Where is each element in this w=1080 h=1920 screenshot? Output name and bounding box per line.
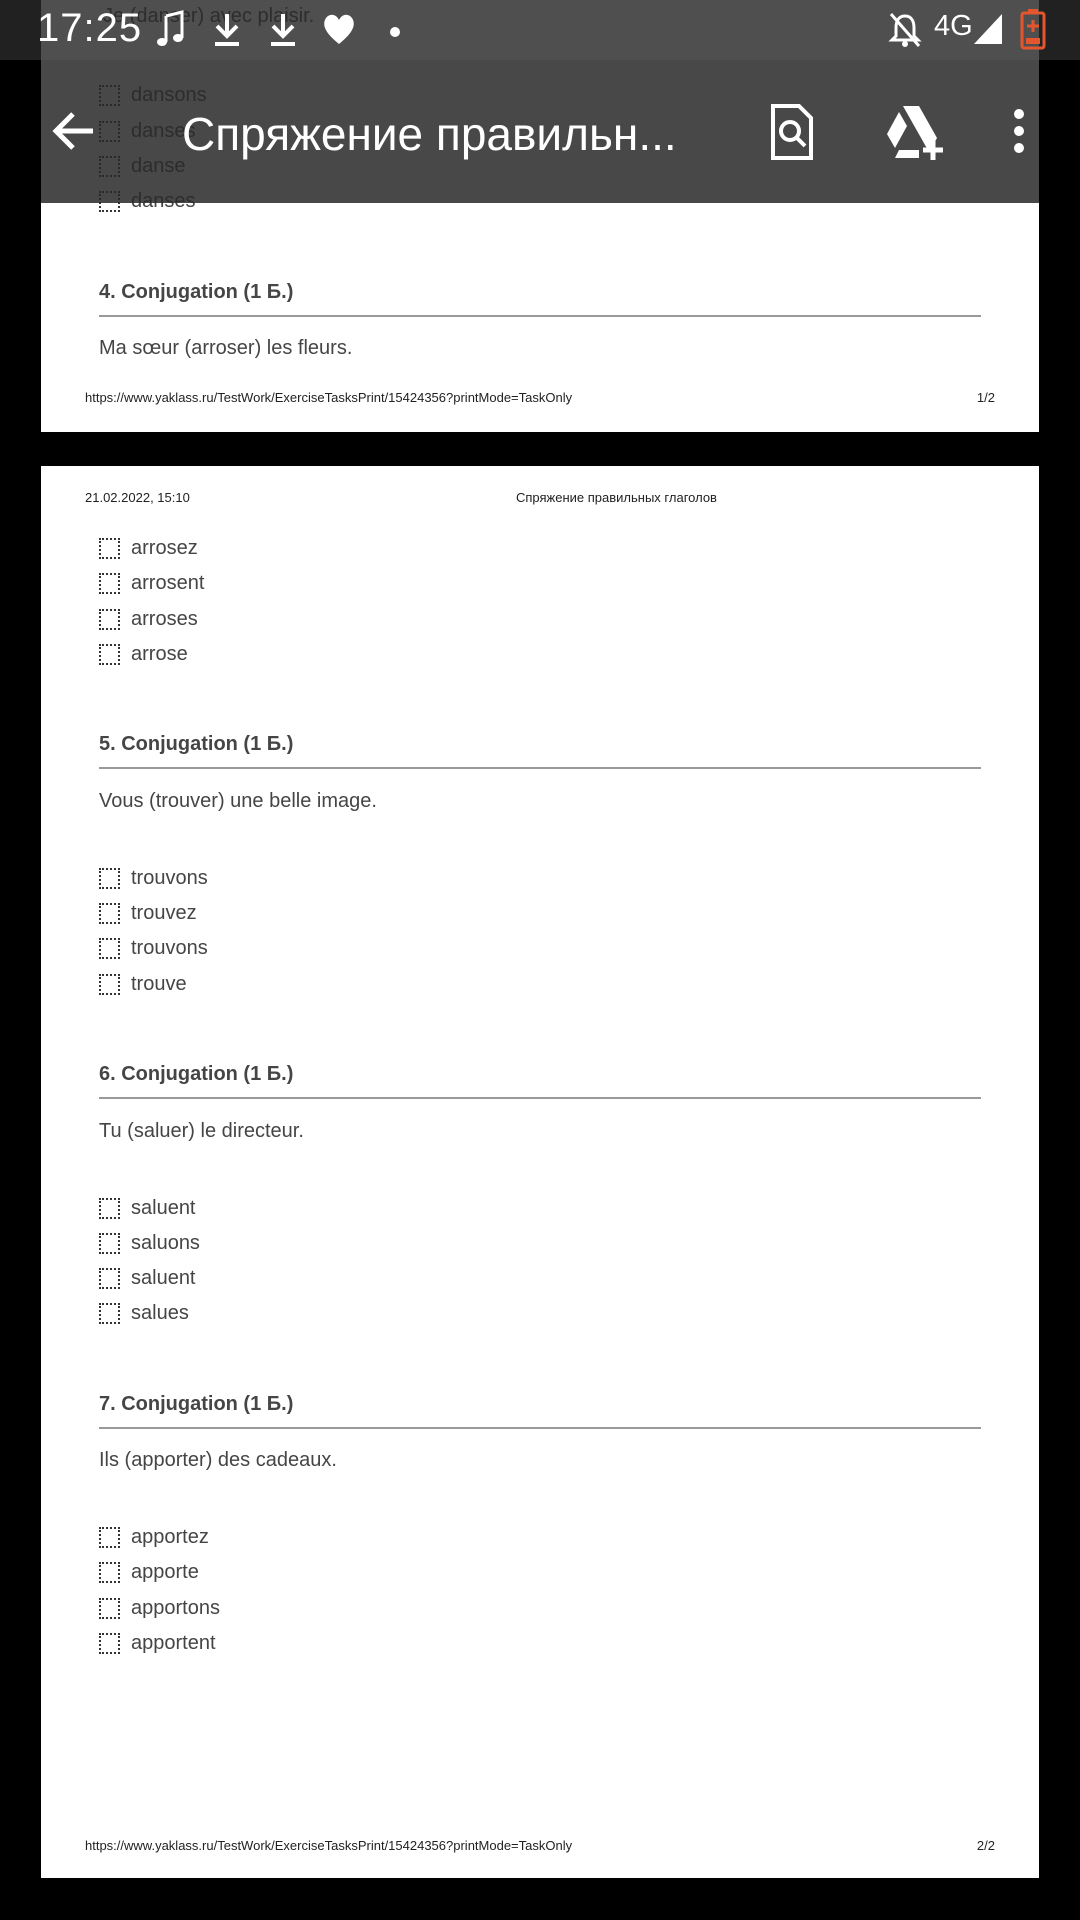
option-row[interactable]: [99, 1263, 196, 1293]
option-row[interactable]: [99, 1193, 196, 1223]
option-row[interactable]: [99, 1593, 220, 1623]
option-label: trouvons: [131, 866, 208, 889]
option-label: salues: [131, 1301, 189, 1324]
question-prompt: Vous (trouver) une belle image.: [99, 790, 377, 812]
option-row[interactable]: [99, 568, 204, 598]
question-prompt: Ma sœur (arroser) les fleurs.: [99, 337, 353, 359]
question-prompt: Tu (saluer) le directeur.: [99, 1120, 304, 1142]
notifications-off-icon: [888, 10, 922, 55]
download-icon: [212, 10, 242, 55]
page-number: 2/2: [976, 1838, 995, 1853]
page-header-date: 21.02.2022, 15:10: [85, 490, 190, 505]
checkbox[interactable]: [99, 1303, 120, 1324]
checkbox[interactable]: [99, 609, 120, 630]
checkbox[interactable]: [99, 644, 120, 665]
option-label: trouve: [131, 972, 187, 995]
checkbox[interactable]: [99, 1527, 120, 1548]
notification-dot-icon: [390, 24, 400, 42]
option-label: trouvez: [131, 901, 197, 924]
checkbox[interactable]: [99, 903, 120, 924]
more-options-icon[interactable]: [1013, 108, 1025, 159]
signal-icon: [972, 10, 1004, 51]
option-row[interactable]: [99, 1298, 189, 1328]
question-header: [99, 733, 981, 769]
checkbox[interactable]: [99, 868, 120, 889]
status-time: 17:25: [37, 6, 143, 50]
checkbox[interactable]: [99, 974, 120, 995]
question-title: 5. Conjugation (1 Б.): [99, 733, 294, 755]
option-row[interactable]: [99, 898, 197, 928]
option-label: saluons: [131, 1231, 200, 1254]
checkbox[interactable]: [99, 1633, 120, 1654]
question-title: 7. Conjugation (1 Б.): [99, 1393, 294, 1415]
checkbox[interactable]: [99, 938, 120, 959]
question-prompt: Ils (apporter) des cadeaux.: [99, 1449, 337, 1471]
checkbox[interactable]: [99, 573, 120, 594]
page-header-title: Спряжение правильных глаголов: [516, 490, 717, 505]
option-row[interactable]: [99, 604, 198, 634]
option-label: arroses: [131, 607, 198, 630]
checkbox[interactable]: [99, 538, 120, 559]
question-header: [99, 1393, 981, 1429]
question-header: [99, 1063, 981, 1099]
option-label: saluent: [131, 1196, 196, 1219]
checkbox[interactable]: [99, 1233, 120, 1254]
option-row[interactable]: [99, 639, 188, 669]
checkbox[interactable]: [99, 1562, 120, 1583]
page-number: 1/2: [976, 390, 995, 405]
option-row[interactable]: [99, 1628, 216, 1658]
question-title: 6. Conjugation (1 Б.): [99, 1063, 294, 1085]
option-label: apportent: [131, 1631, 216, 1654]
option-row[interactable]: [99, 863, 208, 893]
download-icon: [268, 10, 298, 55]
pdf-page-2: [41, 466, 1039, 1878]
document-title: Спряжение правильн...: [182, 108, 677, 160]
option-label: apporte: [131, 1560, 199, 1583]
option-label: arrosent: [131, 571, 205, 594]
option-label: trouvons: [131, 936, 208, 959]
page-footer-url: https://www.yaklass.ru/TestWork/ExerciseTasksPrint/15424356?printMode=TaskOnly: [85, 1838, 573, 1853]
option-row[interactable]: [99, 1522, 209, 1552]
checkbox[interactable]: [99, 1268, 120, 1289]
checkbox[interactable]: [99, 1598, 120, 1619]
option-label: apportons: [131, 1596, 220, 1619]
checkbox[interactable]: [99, 1198, 120, 1219]
option-row[interactable]: [99, 933, 208, 963]
option-label: arrosez: [131, 536, 198, 559]
option-row[interactable]: [99, 1228, 200, 1258]
question-title: 4. Conjugation (1 Б.): [99, 281, 294, 303]
page-footer-url: https://www.yaklass.ru/TestWork/ExerciseTasksPrint/15424356?printMode=TaskOnly: [85, 390, 573, 405]
battery-low-icon: [1020, 8, 1046, 55]
back-arrow-icon[interactable]: [49, 106, 99, 161]
add-to-drive-icon[interactable]: [885, 104, 945, 165]
option-row[interactable]: [99, 1557, 199, 1587]
option-label: apportez: [131, 1525, 209, 1548]
option-row[interactable]: [99, 533, 198, 563]
network-type: 4G: [934, 10, 973, 42]
find-in-page-icon[interactable]: [769, 104, 815, 165]
app-bar: [41, 60, 1039, 203]
question-header: [99, 281, 981, 317]
option-label: arrose: [131, 642, 188, 665]
status-bar: [0, 0, 1080, 60]
option-row[interactable]: [99, 969, 187, 999]
option-label: saluent: [131, 1266, 196, 1289]
heart-icon: [320, 10, 358, 53]
music-note-icon: [156, 10, 186, 55]
